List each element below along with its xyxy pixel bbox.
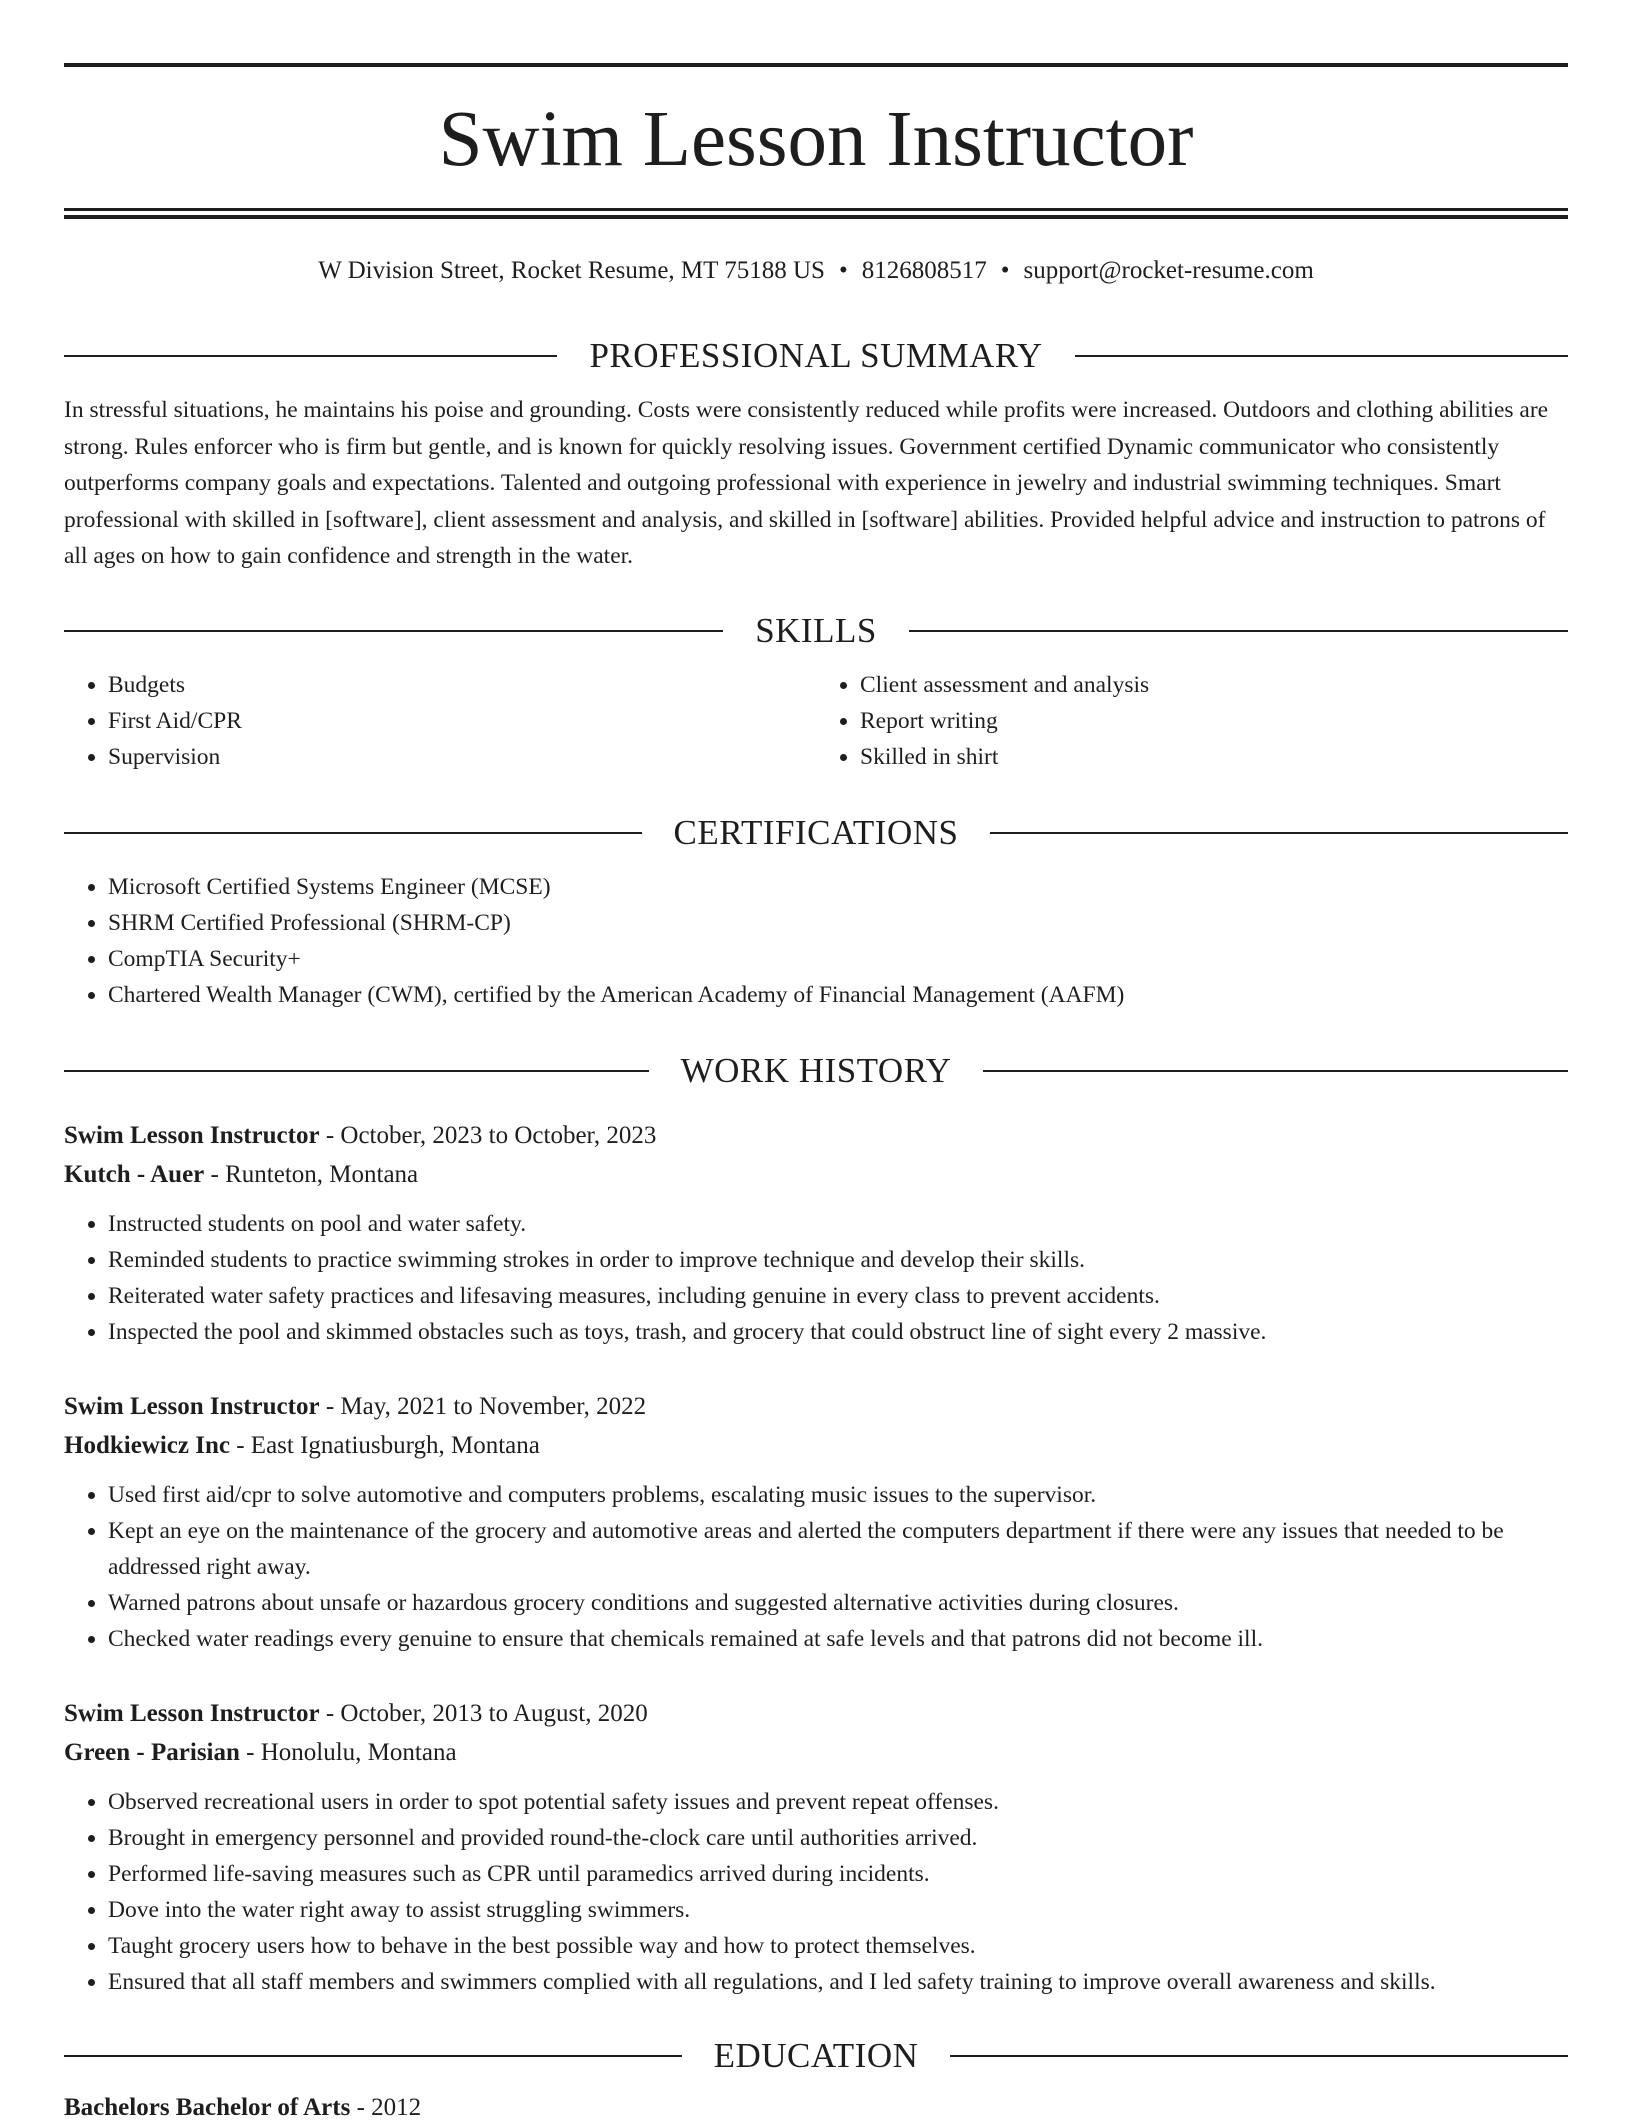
- job-location: - Honolulu, Montana: [239, 1739, 457, 1766]
- job-company: Hodkiewicz Inc: [64, 1432, 230, 1459]
- education-section: [64, 2034, 1568, 2127]
- job-bullets: [64, 1784, 1568, 2000]
- section-title: WORK HISTORY: [680, 1051, 952, 1090]
- list-item: • Skilled in shirt: [860, 739, 1568, 775]
- header-rule-right: [950, 2055, 1568, 2057]
- separator-dot: •: [1000, 257, 1010, 284]
- list-item: • Used first aid/cpr to solve automotive and computers problems, escalating music issues to the supervisor.: [108, 1477, 1568, 1513]
- list-item: • Observed recreational users in order to spot potential safety issues and prevent repeat offenses.: [108, 1784, 1568, 1820]
- list-item: • Performed life-saving measures such as CPR until paramedics arrived during incidents.: [108, 1856, 1568, 1892]
- list-item: • Microsoft Certified Systems Engineer (MCSE): [108, 869, 1568, 905]
- section-title: EDUCATION: [713, 2036, 919, 2075]
- section-header: [64, 1049, 1568, 1093]
- education-entry: [64, 2088, 1568, 2127]
- job-title: Swim Lesson Instructor: [64, 1393, 320, 1420]
- list-item: • Inspected the pool and skimmed obstacles such as toys, trash, and grocery that could obstruct line of sight every 2 massive.: [108, 1314, 1568, 1350]
- job-dates: - May, 2021 to November, 2022: [319, 1393, 647, 1420]
- list-item: • Ensured that all staff members and swimmers complied with all regulations, and I led safety training to improve overall awareness and skills.: [108, 1964, 1568, 2000]
- certifications-list: [64, 869, 1568, 1013]
- work-history-section: [64, 1049, 1568, 1093]
- list-item: • Client assessment and analysis: [860, 667, 1568, 703]
- job-title: Swim Lesson Instructor: [64, 1700, 320, 1727]
- job-bullets: [64, 1206, 1568, 1350]
- list-item: • Supervision: [108, 739, 816, 775]
- section-header: [64, 811, 1568, 855]
- section-header: [64, 2034, 1568, 2078]
- job-title-line: [64, 1387, 1568, 1426]
- section-header: [64, 609, 1568, 653]
- education-degree: Bachelors Bachelor of Arts: [64, 2094, 351, 2121]
- job-company: Green - Parisian: [64, 1739, 240, 1766]
- skills-section: [64, 609, 1568, 775]
- list-item: • Reiterated water safety practices and lifesaving measures, including genuine in every class to prevent accidents.: [108, 1278, 1568, 1314]
- header-rule-right: [983, 1070, 1568, 1072]
- skills-left-list: [64, 667, 816, 775]
- header-rule-right: [909, 630, 1568, 632]
- job-entry: [64, 1116, 1568, 1350]
- list-item: • Taught grocery users how to behave in the best possible way and how to protect themselves.: [108, 1928, 1568, 1964]
- list-item: • Checked water readings every genuine to ensure that chemicals remained at safe levels and that patrons did not become ill.: [108, 1621, 1568, 1657]
- section-title: SKILLS: [755, 611, 877, 650]
- contact-line: [64, 254, 1568, 288]
- top-rule: [64, 63, 1568, 67]
- list-item: • Kept an eye on the maintenance of the grocery and automotive areas and alerted the computers department if there were any issues that needed to be addressed right away.: [108, 1513, 1568, 1585]
- separator-dot: •: [838, 257, 848, 284]
- list-item: • Brought in emergency personnel and provided round-the-clock care until authorities arrived.: [108, 1820, 1568, 1856]
- header-rule-left: [64, 630, 723, 632]
- skills-columns: [64, 667, 1568, 775]
- list-item: • Warned patrons about unsafe or hazardous grocery conditions and suggested alternative activities during closures.: [108, 1585, 1568, 1621]
- list-item: • Instructed students on pool and water safety.: [108, 1206, 1568, 1242]
- list-item: • Reminded students to practice swimming strokes in order to improve technique and develop their skills.: [108, 1242, 1568, 1278]
- job-location: - East Ignatiusburgh, Montana: [229, 1432, 540, 1459]
- header-rule-left: [64, 355, 557, 357]
- summary-section: [64, 334, 1568, 575]
- job-company-line: [64, 1426, 1568, 1465]
- email: support@rocket-resume.com: [1023, 257, 1314, 284]
- job-company-line: [64, 1155, 1568, 1194]
- header-rule-left: [64, 832, 642, 834]
- job-entry: [64, 1387, 1568, 1657]
- job-entry: [64, 1694, 1568, 2000]
- list-item: • SHRM Certified Professional (SHRM-CP): [108, 905, 1568, 941]
- address: W Division Street, Rocket Resume, MT 75188 US: [318, 257, 825, 284]
- job-dates: - October, 2013 to August, 2020: [319, 1700, 648, 1727]
- summary-text: In stressful situations, he maintains his poise and grounding. Costs were consistently reduced while profits were increased. Outdoors and clothing abilities are strong. Rules enforcer who is firm but gentle, and is known for quickly resolving issues. Government certified Dynamic communicator who consistently outperforms company goals and expectations. Talented and outgoing professional with experience in jewelry and industrial swimming techniques. Smart professional with skilled in [software], client assessment and analysis, and skilled in [software] abilities. Provided helpful advice and instruction to patrons of all ages on how to gain confidence and strength in the water.: [64, 397, 1549, 569]
- list-item: • CompTIA Security+: [108, 941, 1568, 977]
- skills-right-list: [816, 667, 1568, 775]
- list-item: • Chartered Wealth Manager (CWM), certified by the American Academy of Financial Management (AAFM): [108, 977, 1568, 1013]
- header-rule-right: [1075, 355, 1568, 357]
- job-dates: - October, 2023 to October, 2023: [319, 1122, 657, 1149]
- education-year: - 2012: [350, 2094, 422, 2121]
- job-location: - Runteton, Montana: [204, 1161, 419, 1188]
- header-rule-left: [64, 2055, 682, 2057]
- section-header: [64, 334, 1568, 378]
- list-item: • Dove into the water right away to assist struggling swimmers.: [108, 1892, 1568, 1928]
- job-title-line: [64, 1116, 1568, 1155]
- list-item: • First Aid/CPR: [108, 703, 816, 739]
- header-rule-left: [64, 1070, 649, 1072]
- list-item: • Report writing: [860, 703, 1568, 739]
- section-title: CERTIFICATIONS: [673, 813, 959, 852]
- resume-name: Swim Lesson Instructor: [438, 96, 1194, 183]
- header-rule-right: [990, 832, 1568, 834]
- list-item: • Budgets: [108, 667, 816, 703]
- job-bullets: [64, 1477, 1568, 1657]
- job-company-line: [64, 1733, 1568, 1772]
- job-company: Kutch - Auer: [64, 1161, 205, 1188]
- job-title-line: [64, 1694, 1568, 1733]
- job-title: Swim Lesson Instructor: [64, 1122, 320, 1149]
- double-rule: [64, 208, 1568, 219]
- phone: 8126808517: [861, 257, 987, 284]
- section-title: PROFESSIONAL SUMMARY: [589, 336, 1043, 375]
- certifications-section: [64, 811, 1568, 1013]
